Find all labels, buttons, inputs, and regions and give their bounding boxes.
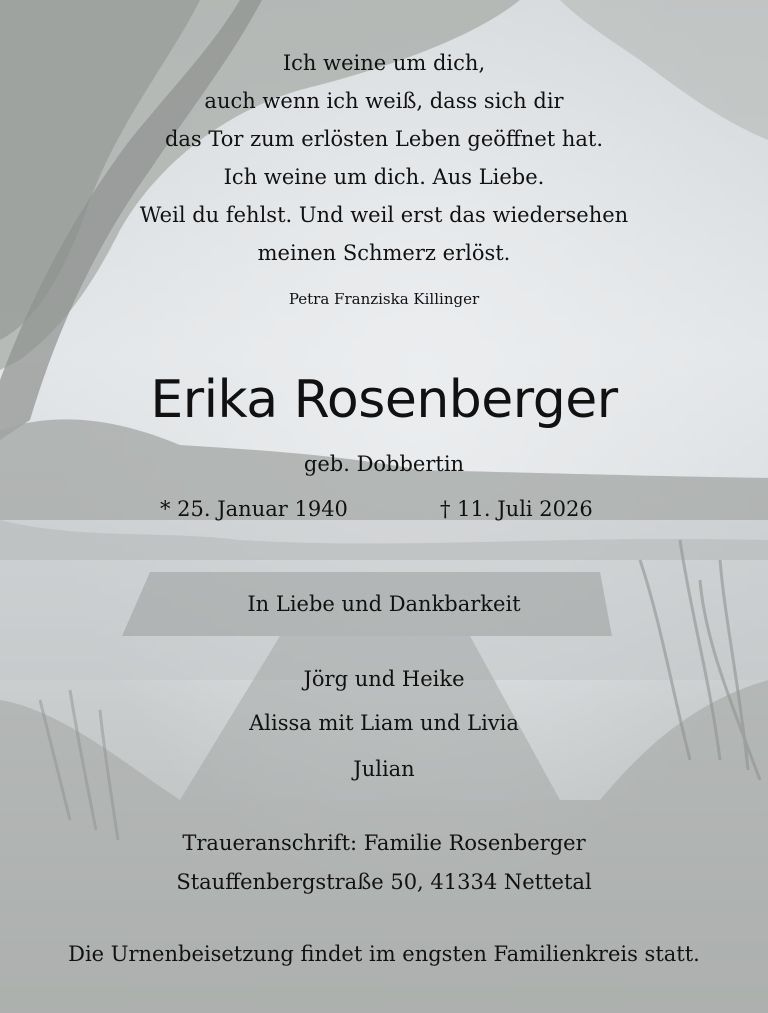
- mourner-name: Julian: [353, 757, 415, 781]
- mourners-intro: In Liebe und Dankbarkeit: [247, 592, 521, 616]
- poem-line: Ich weine um dich,: [282, 51, 486, 75]
- mourning-address: Traueranschrift: Familie Rosenberger: [182, 831, 586, 855]
- mourner-name: Alissa mit Liam und Livia: [249, 711, 519, 735]
- poem-line: auch wenn ich weiß, dass sich dir: [204, 89, 564, 113]
- maiden-name: geb. Dobbertin: [303, 452, 465, 476]
- mourning-address-street: Stauffenbergstraße 50, 41334 Nettetal: [176, 870, 592, 894]
- poem-line: Ich weine um dich. Aus Liebe.: [223, 165, 545, 189]
- burial-notice: Die Urnenbeisetzung findet im engsten Familienkreis statt.: [68, 942, 700, 966]
- birth-date: * 25. Januar 1940: [160, 497, 348, 521]
- death-date: † 11. Juli 2026: [440, 497, 593, 521]
- poem-line: meinen Schmerz erlöst.: [257, 241, 511, 265]
- poem-author: Petra Franziska Killinger: [288, 290, 480, 308]
- deceased-name: Erika Rosenberger: [150, 370, 618, 430]
- poem-line: Weil du fehlst. Und weil erst das wiedersehen: [139, 203, 629, 227]
- mourner-name: Jörg und Heike: [303, 667, 465, 691]
- poem-line: das Tor zum erlösten Leben geöffnet hat.: [164, 127, 604, 151]
